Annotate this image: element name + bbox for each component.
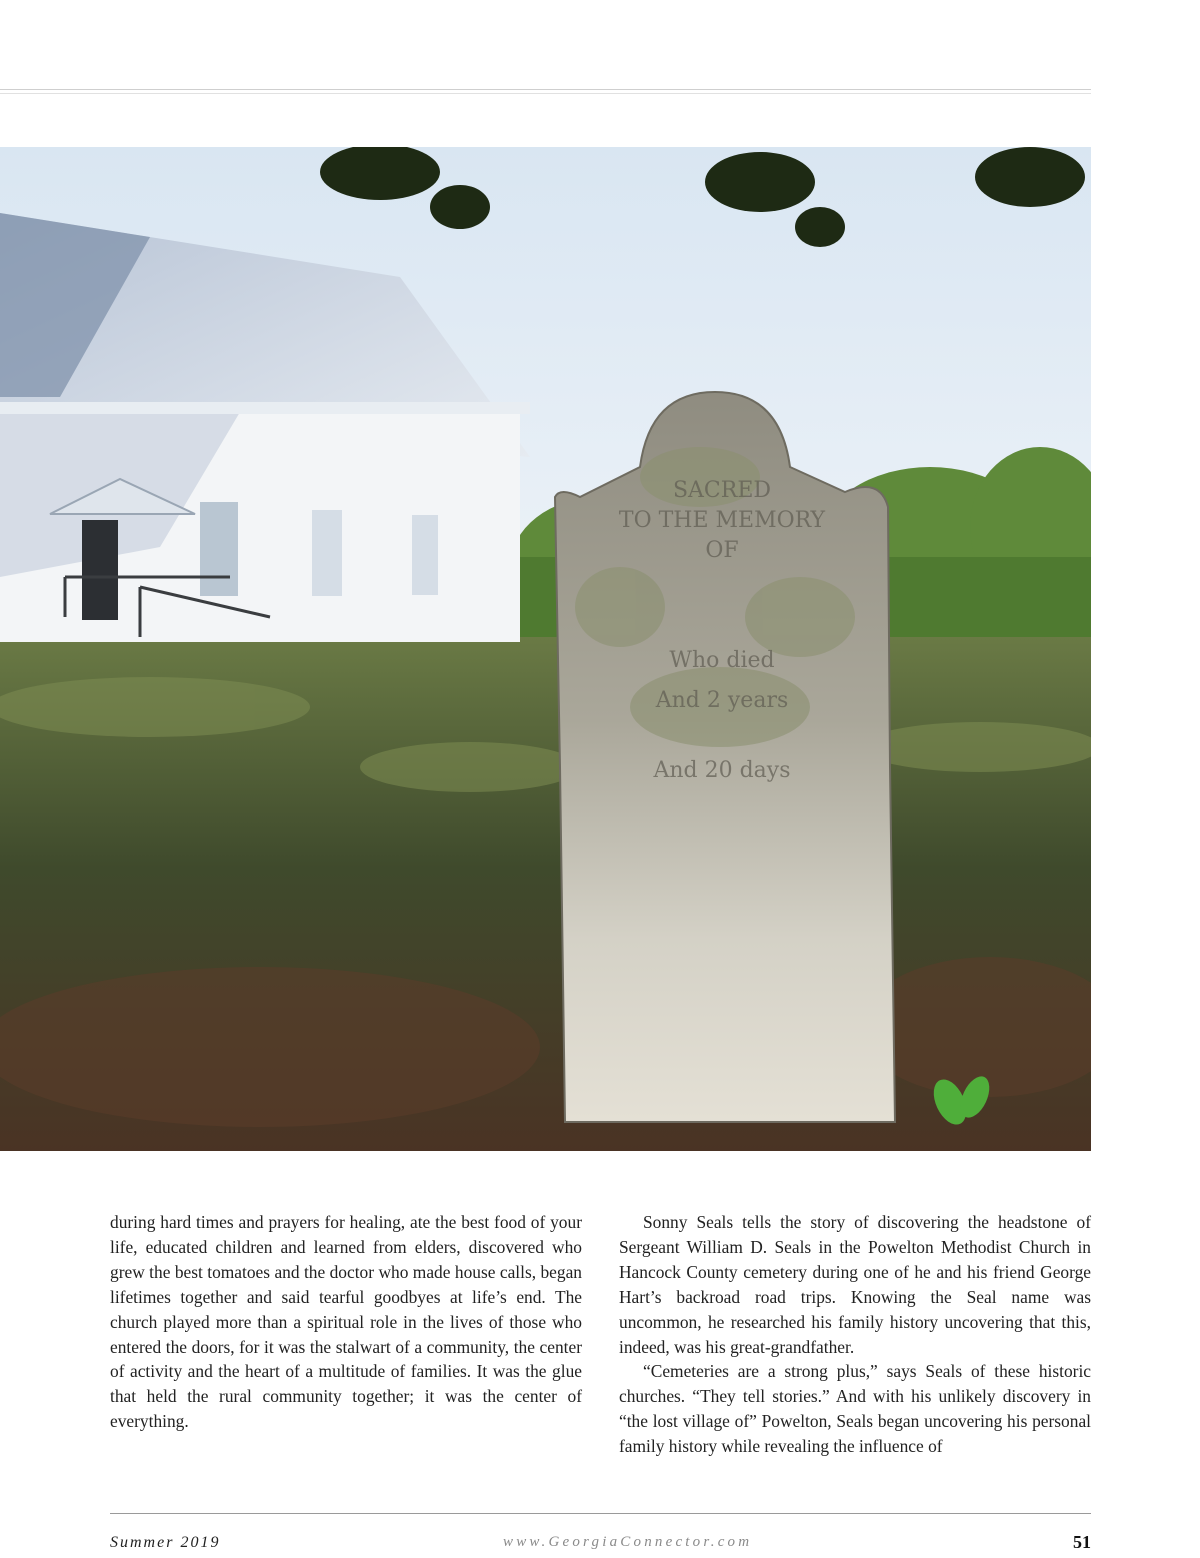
- church-cemetery-photo: [0, 147, 1091, 1151]
- svg-text:And 2 years: And 2 years: [655, 688, 789, 713]
- svg-text:OF: OF: [705, 538, 739, 563]
- svg-text:TO THE MEMORY: TO THE MEMORY: [618, 508, 826, 533]
- left-column-paragraph: during hard times and prayers for healing, ate the best food of your life, educated children and learned from elders, discovered who grew the best tomatoes and the doctor who made house calls, began lifetimes together and said tearful goodbyes at life’s end. The church played more than a spiritual role in the lives of those who entered the doors, for it was the stalwart of a community, the center of activity and the heart of a multitude of families. It was the glue that held the rural community together; it was the center of everything.: [110, 1212, 582, 1432]
- svg-text:And 20 days: And 20 days: [653, 758, 791, 783]
- header-rule-secondary: [0, 93, 1091, 94]
- page-number: 51: [1073, 1532, 1091, 1552]
- headstone: [555, 392, 895, 1122]
- svg-text:SACRED: SACRED: [672, 478, 772, 503]
- header-rule: [0, 89, 1091, 90]
- right-column-paragraph-1: Sonny Seals tells the story of discovering the headstone of Sergeant William D. Seals in the Powelton Methodist Church in Hancock County cemetery during one of he and his friend George Hart’s backroad road trips. Knowing the Seal name was uncommon, he researched his family history uncovering that this, indeed, was his great-grandfather.: [619, 1212, 1091, 1357]
- article-right-column: [619, 1210, 1091, 1459]
- issue-label: Summer 2019: [110, 1534, 221, 1551]
- svg-text:Who died: Who died: [669, 648, 775, 673]
- right-column-paragraph-2: “Cemeteries are a strong plus,” says Seals of these historic churches. “They tell stories.” And with his unlikely discovery in “the lost village of” Powelton, Seals began uncovering his personal family history while revealing the influence of: [619, 1361, 1091, 1457]
- footer-rule: [110, 1513, 1091, 1514]
- article-left-column: [110, 1210, 582, 1434]
- website-url[interactable]: www.GeorgiaConnector.com: [503, 1534, 753, 1550]
